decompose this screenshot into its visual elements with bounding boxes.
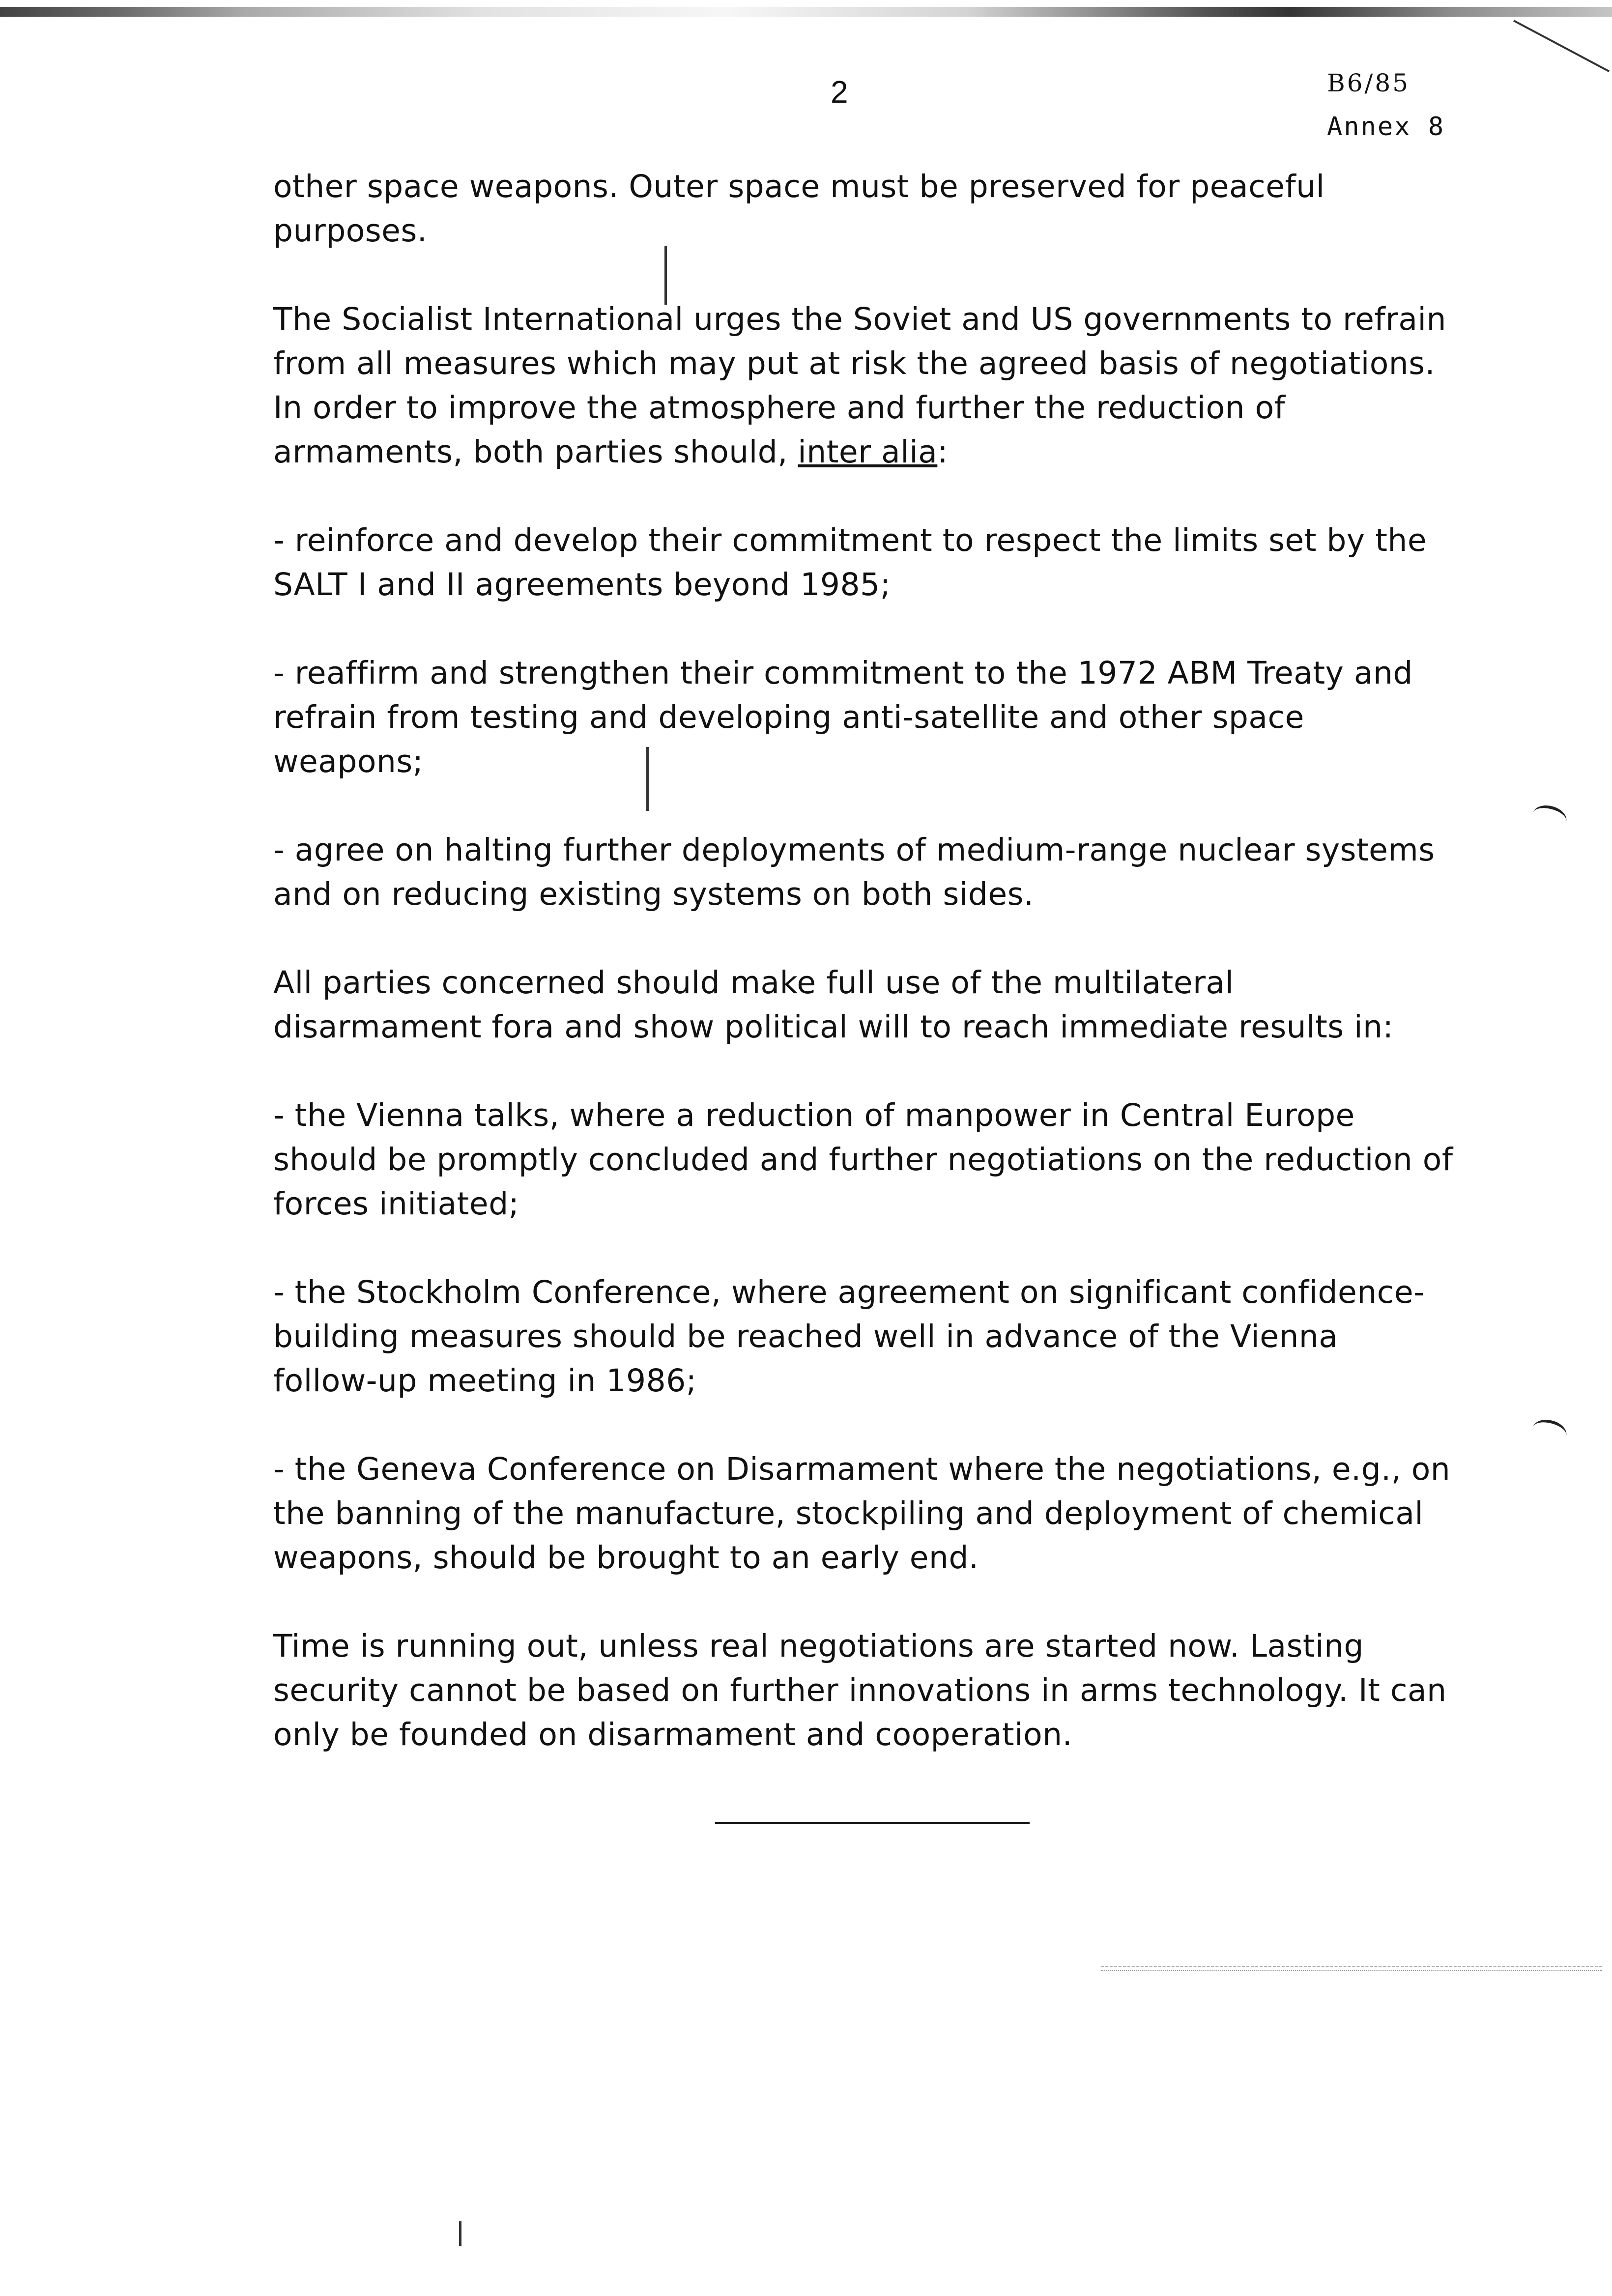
list-item: - agree on halting further deployments of medium-range nuclear systems and on reducing existing systems on both sides. <box>273 832 1435 912</box>
paragraph-punctuation: : <box>937 434 949 470</box>
paragraph-text: The Socialist International urges the Soviet and US governments to refrain from all measures which may put at risk the agreed basis of negotiations. In order to improve the atmosphere and further the reduction of armaments, both parties should, <box>273 301 1446 470</box>
list-item: - the Vienna talks, where a reduction of manpower in Central Europe should be promptly concluded and further negotiations on the reduction of forces initiated; <box>273 1097 1453 1222</box>
paragraph-closing: Time is running out, unless real negotiations are started now. Lasting security cannot be based on further innovations in arms technology. It can only be founded on disarmament and cooperation. <box>273 1628 1447 1752</box>
scan-artifact-edge-mark <box>1530 1416 1569 1447</box>
scan-artifact-top <box>0 7 1612 17</box>
scan-artifact-edge-mark <box>1530 802 1569 833</box>
closing-divider <box>715 1822 1030 1824</box>
list-item: - reaffirm and strengthen their commitment to the 1972 ABM Treaty and refrain from testing and developing anti-satellite and other space weapons; <box>273 655 1413 779</box>
list-item: - the Geneva Conference on Disarmament where the negotiations, e.g., on the banning of the manufacture, stockpiling and deployment of chemical weapons, should be brought to an early end. <box>273 1451 1451 1576</box>
page-number: 2 <box>831 74 848 110</box>
scan-artifact-corner <box>1513 20 1610 72</box>
paragraph: other space weapons. Outer space must be preserved for peaceful purposes. <box>273 169 1325 249</box>
inter-alia-emphasis: inter alia <box>798 434 938 470</box>
annex-label: Annex 8 <box>1327 112 1445 142</box>
list-item: - the Stockholm Conference, where agreement on significant confidence- building measures should be reached well in advance of the Vienna follow-up meeting in 1986; <box>273 1274 1425 1399</box>
scan-artifact-stroke <box>459 2221 461 2246</box>
document-body <box>273 165 1463 1801</box>
document-reference: B6/85 <box>1327 69 1410 97</box>
paragraph: All parties concerned should make full use of the multilateral disarmament fora and show political will to reach immediate results in: <box>273 965 1394 1045</box>
scan-artifact-smudge <box>1101 1966 1602 1971</box>
paragraph-urging <box>273 297 1463 474</box>
list-item: - reinforce and develop their commitment to respect the limits set by the SALT I and II agreements beyond 1985; <box>273 522 1427 603</box>
